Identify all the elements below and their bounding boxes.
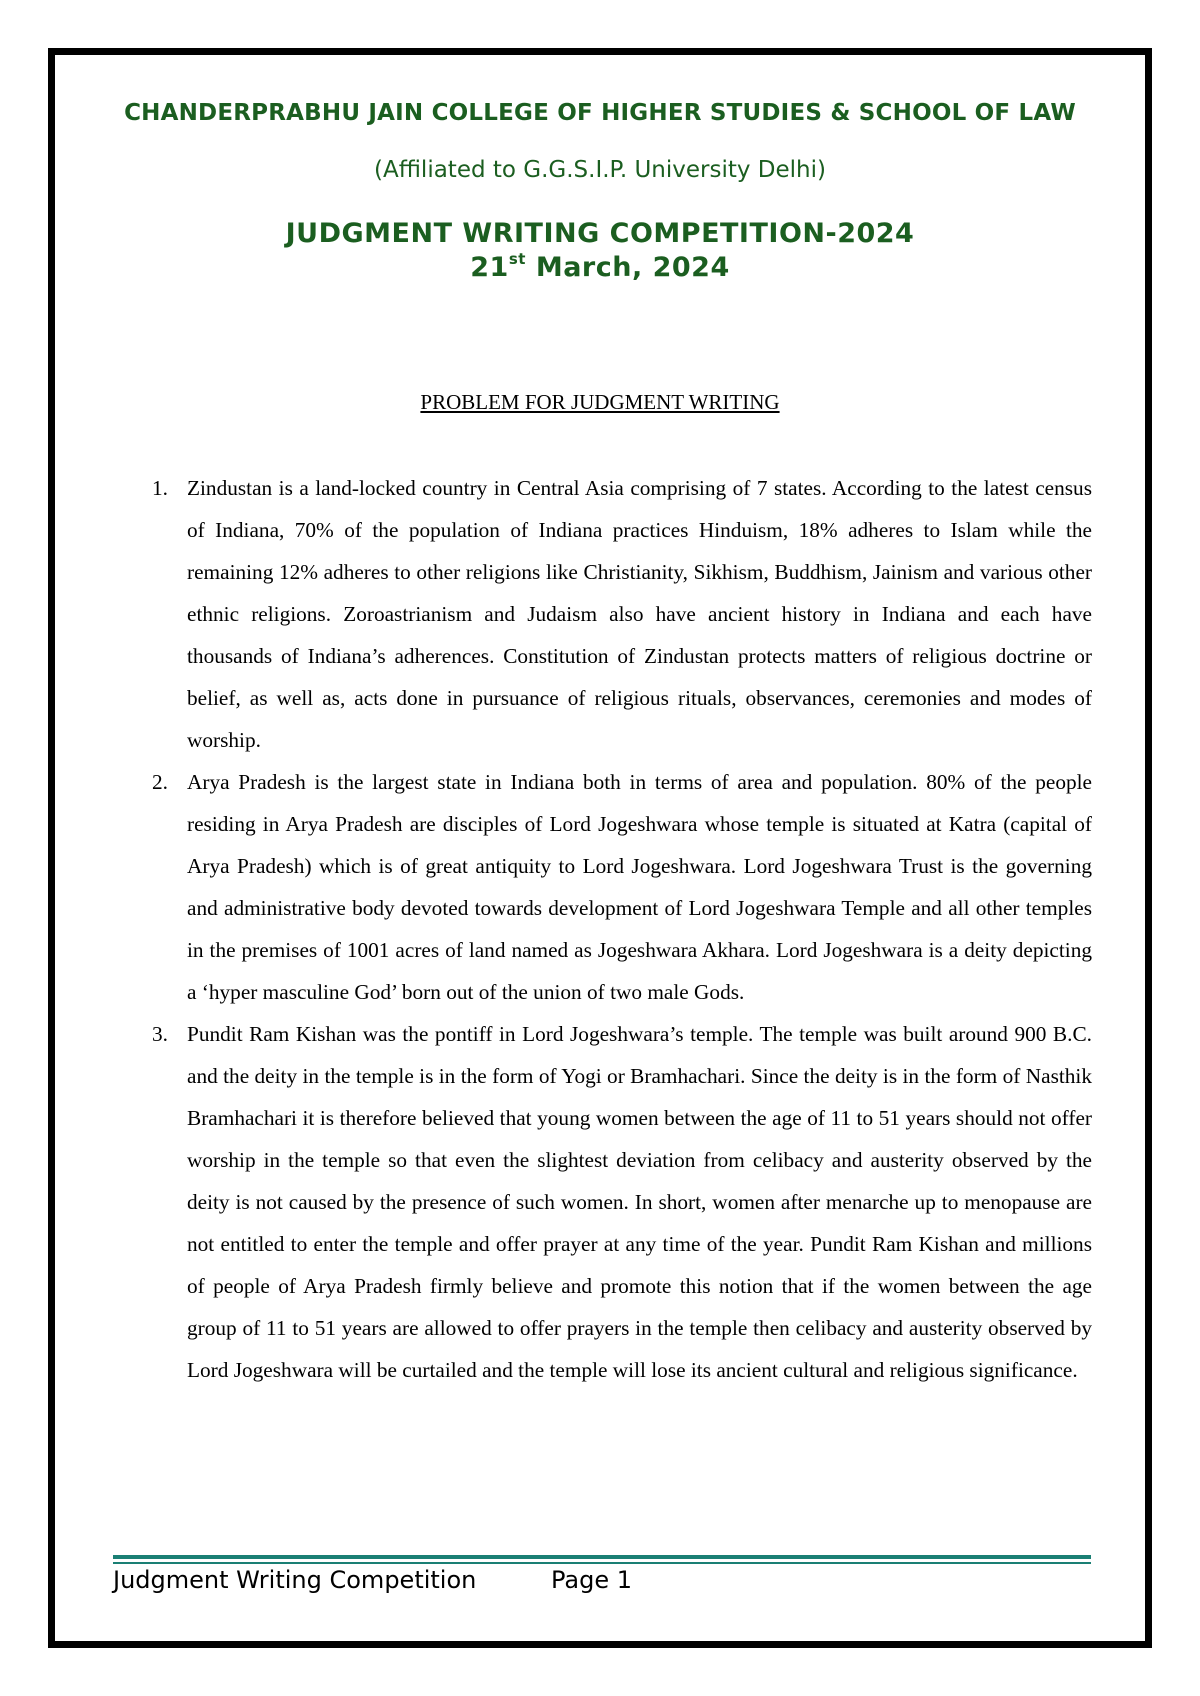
page-number: Page 1	[551, 1566, 632, 1594]
footer-title: Judgment Writing Competition	[113, 1566, 477, 1594]
list-item	[152, 761, 1092, 1013]
list-item-text: Pundit Ram Kishan was the pontiff in Lord Jogeshwara’s temple. The temple was built around 900 B.C. and the deity in the temple is in the form of Yogi or Bramhachari. Since the deity is in the form of Nasthik Bramhachari it is therefore believed that young women between the age of 11 to 51 years should not offer worship in the temple so that even the slightest deviation from celibacy and austerity observed by the deity is not caused by the presence of such women. In short, women after menarche up to menopause are not entitled to enter the temple and offer prayer at any time of the year. Pundit Ram Kishan and millions of people of Arya Pradesh firmly believe and promote this notion that if the women between the age group of 11 to 51 years are allowed to offer prayers in the temple then celibacy and austerity observed by Lord Jogeshwara will be curtailed and the temple will lose its ancient cultural and religious significance.	[187, 1022, 1092, 1382]
date-day: 21	[470, 252, 509, 283]
date-suffix: st	[508, 250, 526, 268]
list-item-number: 1.	[152, 476, 168, 500]
list-item-number: 2.	[152, 770, 168, 794]
competition-date	[110, 252, 1090, 284]
list-item-number: 3.	[152, 1022, 168, 1046]
list-item-text: Arya Pradesh is the largest state in Indiana both in terms of area and population. 80% of the people residing in Arya Pradesh are disciples of Lord Jogeshwara whose temple is situated at Katra (capital of Arya Pradesh) which is of great antiquity to Lord Jogeshwara. Lord Jogeshwara Trust is the governing and administrative body devoted towards development of Lord Jogeshwara Temple and all other temples in the premises of 1001 acres of land named as Jogeshwara Akhara. Lord Jogeshwara is a deity depicting a ‘hyper masculine God’ born out of the union of two male Gods.	[187, 770, 1092, 1004]
problem-heading: PROBLEM FOR JUDGMENT WRITING	[420, 390, 780, 414]
list-item	[152, 467, 1092, 761]
list-item-text: Zindustan is a land-locked country in Central Asia comprising of 7 states. According to the latest census of Indiana, 70% of the population of Indiana practices Hinduism, 18% adheres to Islam while the remaining 12% adheres to other religions like Christianity, Sikhism, Buddhism, Jainism and various other ethnic religions. Zoroastrianism and Judaism also have ancient history in Indiana and each have thousands of Indiana’s adherences. Constitution of Zindustan protects matters of religious doctrine or belief, as well as, acts done in pursuance of religious rituals, observances, ceremonies and modes of worship.	[187, 476, 1092, 752]
problem-list	[152, 467, 1092, 1391]
affiliation-line: (Affiliated to G.G.S.I.P. University Delhi)	[373, 157, 826, 183]
competition-title: JUDGMENT WRITING COMPETITION-2024	[285, 218, 915, 249]
list-item	[152, 1013, 1092, 1391]
college-name: CHANDERPRABHU JAIN COLLEGE OF HIGHER STUDIES & SCHOOL OF LAW	[124, 100, 1076, 126]
date-rest: March, 2024	[525, 252, 730, 283]
